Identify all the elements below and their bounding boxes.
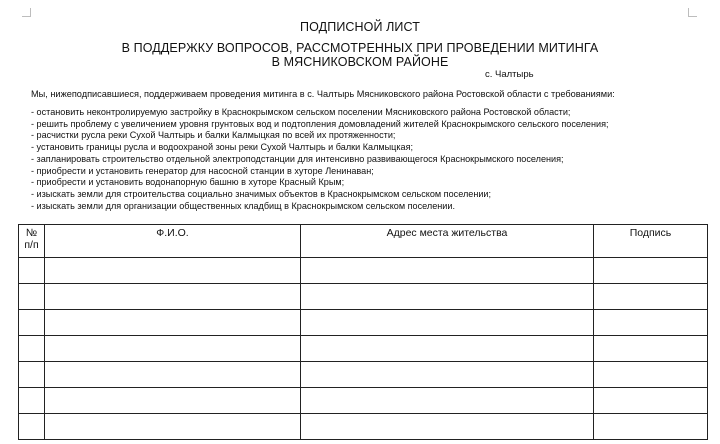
- table-row: [19, 414, 708, 440]
- demands-list: [31, 107, 609, 212]
- table-row: [19, 284, 708, 310]
- cell-address[interactable]: [301, 284, 594, 310]
- cell-signature[interactable]: [594, 388, 708, 414]
- demand-item: - изыскать земли для организации общественных кладбищ в Краснокрымском сельском поселении.: [31, 200, 455, 211]
- cell-full-name[interactable]: [45, 310, 301, 336]
- page-corner-mark-left: [22, 8, 31, 17]
- place-name: с. Чалтырь: [485, 69, 534, 80]
- cell-signature[interactable]: [594, 284, 708, 310]
- document-heading: ПОДПИСНОЙ ЛИСТ: [300, 20, 420, 34]
- cell-address[interactable]: [301, 310, 594, 336]
- header-number-line1: №: [25, 227, 38, 239]
- cell-full-name[interactable]: [45, 362, 301, 388]
- cell-signature[interactable]: [594, 336, 708, 362]
- demand-item: - изыскать земли для строительства социально значимых объектов в Краснокрымском сельском поселении;: [31, 188, 492, 199]
- cell-number[interactable]: [19, 284, 45, 310]
- demand-item: - установить границы русла и водоохраной зоны реки Сухой Чалтырь и балки Калмыцкая;: [31, 142, 414, 153]
- demand-item: - приобрести и установить генератор для насосной станции в хуторе Ленинаван;: [31, 165, 374, 176]
- header-full-name: Ф.И.О.: [45, 225, 301, 258]
- table-row: [19, 310, 708, 336]
- cell-address[interactable]: [301, 362, 594, 388]
- cell-signature[interactable]: [594, 414, 708, 440]
- table-row: [19, 362, 708, 388]
- cell-number[interactable]: [19, 258, 45, 284]
- signature-table: [18, 224, 708, 440]
- cell-signature[interactable]: [594, 362, 708, 388]
- cell-full-name[interactable]: [45, 284, 301, 310]
- cell-number[interactable]: [19, 362, 45, 388]
- cell-number[interactable]: [19, 388, 45, 414]
- cell-number[interactable]: [19, 310, 45, 336]
- demand-item: - запланировать строительство отдельной электроподстанции для интенсивно развивающегося Краснокрымского поселения;: [31, 153, 564, 164]
- demand-item: - решить проблему с увеличением уровня грунтовых вод и подтопления домовладений жителей Краснокрымского сельского поселения;: [31, 118, 609, 129]
- document-subtitle-line2: В МЯСНИКОВСКОМ РАЙОНЕ: [271, 55, 449, 69]
- header-number: [19, 225, 45, 258]
- cell-signature[interactable]: [594, 310, 708, 336]
- demand-item: - расчистки русла реки Сухой Чалтырь и балки Калмыцкая по всей их протяженности;: [31, 130, 396, 141]
- cell-address[interactable]: [301, 336, 594, 362]
- cell-address[interactable]: [301, 414, 594, 440]
- page-corner-mark-right: [688, 8, 697, 17]
- cell-address[interactable]: [301, 388, 594, 414]
- header-number-line2: п/п: [24, 239, 39, 251]
- header-signature: Подпись: [594, 225, 708, 258]
- demand-item: - приобрести и установить водонапорную башню в хуторе Красный Крым;: [31, 177, 345, 188]
- cell-address[interactable]: [301, 258, 594, 284]
- document-subtitle-line1: В ПОДДЕРЖКУ ВОПРОСОВ, РАССМОТРЕННЫХ ПРИ ПРОВЕДЕНИИ МИТИНГА: [121, 41, 599, 55]
- cell-full-name[interactable]: [45, 258, 301, 284]
- cell-signature[interactable]: [594, 258, 708, 284]
- header-address: Адрес места жительства: [301, 225, 594, 258]
- table-header-row: [19, 225, 708, 258]
- cell-full-name[interactable]: [45, 336, 301, 362]
- table-row: [19, 258, 708, 284]
- cell-number[interactable]: [19, 336, 45, 362]
- cell-full-name[interactable]: [45, 388, 301, 414]
- cell-full-name[interactable]: [45, 414, 301, 440]
- intro-text: Мы, нижеподписавшиеся, поддерживаем проведения митинга в с. Чалтырь Мясниковского района Ростовской области с требованиями:: [31, 89, 615, 99]
- table-row: [19, 336, 708, 362]
- demand-item: - остановить неконтролируемую застройку в Краснокрымском сельском поселении Мясниковского района Ростовской области;: [31, 107, 571, 117]
- table-row: [19, 388, 708, 414]
- cell-number[interactable]: [19, 414, 45, 440]
